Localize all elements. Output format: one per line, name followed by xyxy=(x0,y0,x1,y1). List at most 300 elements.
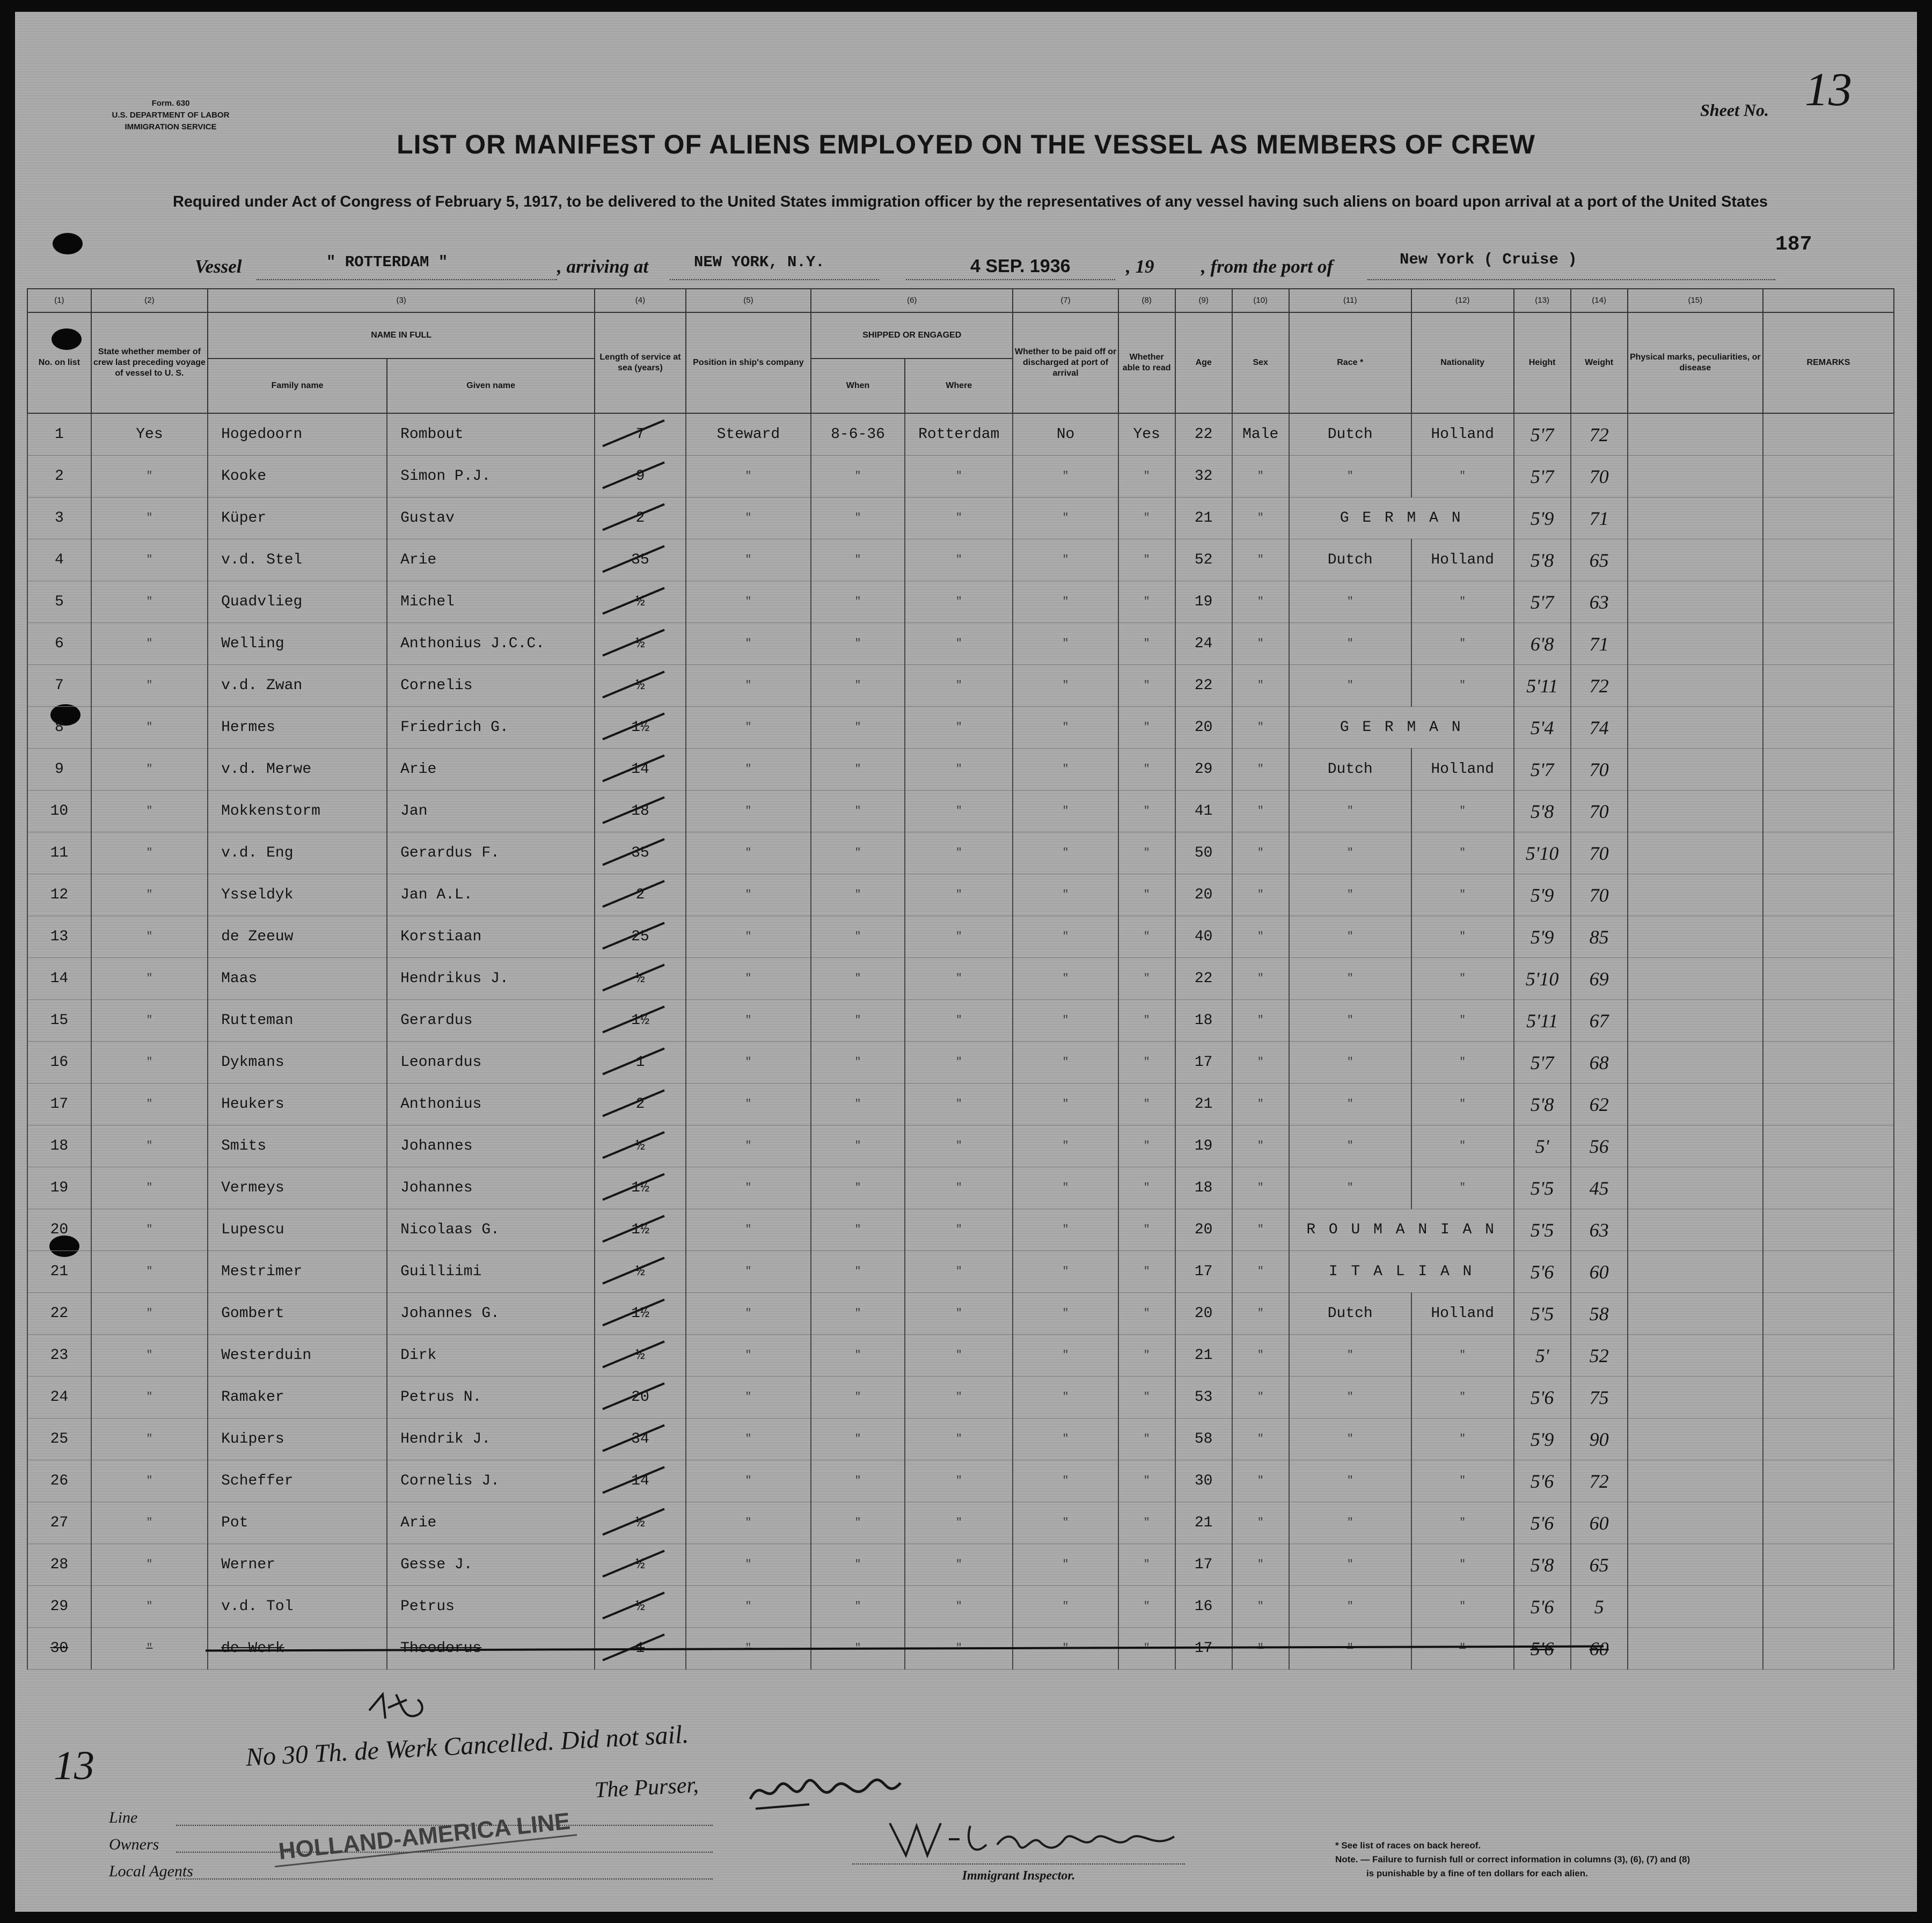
header-height: Height xyxy=(1514,312,1571,413)
cell-row-number: 7 xyxy=(27,665,91,707)
cell-nationality: " xyxy=(1411,916,1514,958)
cell-previous-voyage: " xyxy=(91,1209,208,1251)
cell-engaged-when: " xyxy=(811,1125,905,1167)
cell-age: 29 xyxy=(1175,749,1232,791)
col-number: (7) xyxy=(1013,289,1118,312)
cell-sex: " xyxy=(1232,1209,1289,1251)
cell-length-of-service: 14 xyxy=(595,749,686,791)
cell-paid-off: " xyxy=(1013,1335,1118,1377)
header-physical-marks: Physical marks, peculiarities, or disease xyxy=(1628,312,1763,413)
cell-engaged-where: " xyxy=(905,1167,1013,1209)
cell-length-of-service: 7 xyxy=(595,413,686,456)
cell-race: " xyxy=(1289,456,1411,498)
cell-previous-voyage: " xyxy=(91,1419,208,1460)
cell-able-to-read: Yes xyxy=(1118,413,1175,456)
cell-previous-voyage: " xyxy=(91,749,208,791)
cell-row-number: 25 xyxy=(27,1419,91,1460)
cell-age: 18 xyxy=(1175,1000,1232,1042)
cell-race: " xyxy=(1289,1460,1411,1502)
cell-engaged-when: " xyxy=(811,832,905,874)
cell-previous-voyage: " xyxy=(91,665,208,707)
header-when: When xyxy=(811,359,905,413)
cell-race: R O U M A N I A N xyxy=(1289,1209,1514,1251)
cell-able-to-read: " xyxy=(1118,1293,1175,1335)
cell-age: 50 xyxy=(1175,832,1232,874)
cell-height: 5'8 xyxy=(1514,1544,1571,1586)
cell-previous-voyage: " xyxy=(91,1293,208,1335)
cell-position: " xyxy=(686,498,811,539)
cell-row-number: 4 xyxy=(27,539,91,581)
cell-previous-voyage: " xyxy=(91,623,208,665)
cell-age: 58 xyxy=(1175,1419,1232,1460)
cell-age: 21 xyxy=(1175,498,1232,539)
vessel-label: Vessel xyxy=(195,256,242,277)
tick-mark xyxy=(603,1091,664,1116)
cell-weight: 70 xyxy=(1571,749,1628,791)
cell-engaged-where: " xyxy=(905,1335,1013,1377)
cell-height: 5'5 xyxy=(1514,1293,1571,1335)
cell-weight: 70 xyxy=(1571,874,1628,916)
cell-engaged-where: " xyxy=(905,1251,1013,1293)
col-number: (1) xyxy=(27,289,91,312)
cell-sex: " xyxy=(1232,1042,1289,1084)
cell-able-to-read: " xyxy=(1118,1125,1175,1167)
cell-position: " xyxy=(686,1293,811,1335)
cell-engaged-where: " xyxy=(905,707,1013,749)
cell-position: " xyxy=(686,1377,811,1419)
cell-family-name: Hermes xyxy=(208,707,387,749)
cell-row-number: 2 xyxy=(27,456,91,498)
local-agents-underline xyxy=(176,1878,713,1880)
cell-family-name: Vermeys xyxy=(208,1167,387,1209)
cell-sex: " xyxy=(1232,874,1289,916)
tick-mark xyxy=(603,1300,664,1326)
cell-engaged-when: " xyxy=(811,1502,905,1544)
cell-paid-off: " xyxy=(1013,1419,1118,1460)
cell-engaged-where: " xyxy=(905,1125,1013,1167)
cell-given-name: Petrus xyxy=(387,1586,595,1628)
header-where: Where xyxy=(905,359,1013,413)
cell-family-name: Hogedoorn xyxy=(208,413,387,456)
cell-weight: 62 xyxy=(1571,1084,1628,1125)
header-race: Race * xyxy=(1289,312,1411,413)
cell-engaged-where: " xyxy=(905,791,1013,832)
tick-mark xyxy=(603,504,664,530)
tick-mark xyxy=(603,672,664,698)
cell-given-name: Friedrich G. xyxy=(387,707,595,749)
cell-weight: 63 xyxy=(1571,581,1628,623)
cell-nationality: " xyxy=(1411,832,1514,874)
cell-height: 5'6 xyxy=(1514,1586,1571,1628)
cell-race: " xyxy=(1289,1419,1411,1460)
tick-mark xyxy=(603,1425,664,1451)
tick-mark xyxy=(603,1467,664,1493)
cell-position: " xyxy=(686,1042,811,1084)
cell-sex: " xyxy=(1232,832,1289,874)
cell-able-to-read: " xyxy=(1118,1042,1175,1084)
cell-engaged-where: " xyxy=(905,1293,1013,1335)
cell-height: 5'7 xyxy=(1514,456,1571,498)
cell-weight: 72 xyxy=(1571,665,1628,707)
cell-length-of-service: ½ xyxy=(595,623,686,665)
tick-mark xyxy=(603,1384,664,1409)
initials-mark xyxy=(364,1689,428,1727)
arriving-port: NEW YORK, N.Y. xyxy=(694,253,825,271)
cell-weight: 70 xyxy=(1571,791,1628,832)
cell-weight: 63 xyxy=(1571,1209,1628,1251)
cell-nationality: " xyxy=(1411,1586,1514,1628)
cell-weight: 71 xyxy=(1571,623,1628,665)
col-number: (15) xyxy=(1628,289,1763,312)
cell-weight: 71 xyxy=(1571,498,1628,539)
cell-sex: Male xyxy=(1232,413,1289,456)
cell-age: 20 xyxy=(1175,874,1232,916)
cell-height: 5'4 xyxy=(1514,707,1571,749)
company-stamp: HOLLAND-AMERICA LINE xyxy=(272,1808,577,1868)
cell-height: 5'7 xyxy=(1514,749,1571,791)
header-sex: Sex xyxy=(1232,312,1289,413)
cell-length-of-service: 20 xyxy=(595,1377,686,1419)
cell-row-number: 1 xyxy=(27,413,91,456)
cell-position: " xyxy=(686,1335,811,1377)
cell-nationality: " xyxy=(1411,1419,1514,1460)
cell-height: 5'8 xyxy=(1514,791,1571,832)
cell-length-of-service: ½ xyxy=(595,581,686,623)
tick-mark xyxy=(603,1635,664,1661)
tick-mark xyxy=(603,463,664,488)
tick-mark xyxy=(603,881,664,907)
cell-length-of-service: ½ xyxy=(595,1251,686,1293)
cell-sex: " xyxy=(1232,958,1289,1000)
from-port: New York ( Cruise ) xyxy=(1400,251,1577,268)
cell-age: 41 xyxy=(1175,791,1232,832)
from-port-label: , from the port of xyxy=(1201,256,1333,277)
cell-given-name: Guilliimi xyxy=(387,1251,595,1293)
cell-row-number: 15 xyxy=(27,1000,91,1042)
cell-paid-off: " xyxy=(1013,665,1118,707)
cell-given-name: Michel xyxy=(387,581,595,623)
cell-height: 5'6 xyxy=(1514,1628,1571,1670)
cell-given-name: Dirk xyxy=(387,1335,595,1377)
cell-nationality: " xyxy=(1411,958,1514,1000)
cell-race: " xyxy=(1289,1586,1411,1628)
cell-family-name: Werner xyxy=(208,1544,387,1586)
cell-position: " xyxy=(686,1460,811,1502)
cell-paid-off: " xyxy=(1013,1000,1118,1042)
cell-length-of-service: ½ xyxy=(595,958,686,1000)
cell-family-name: Maas xyxy=(208,958,387,1000)
cell-previous-voyage: " xyxy=(91,916,208,958)
col-number: (8) xyxy=(1118,289,1175,312)
cell-age: 22 xyxy=(1175,665,1232,707)
header-able-to-read: Whether able to read xyxy=(1118,312,1175,413)
cell-family-name: Gombert xyxy=(208,1293,387,1335)
cell-age: 40 xyxy=(1175,916,1232,958)
cell-engaged-when: " xyxy=(811,1084,905,1125)
cell-previous-voyage: " xyxy=(91,958,208,1000)
cell-weight: 85 xyxy=(1571,916,1628,958)
cell-paid-off: " xyxy=(1013,749,1118,791)
cell-position: " xyxy=(686,1209,811,1251)
cell-paid-off: " xyxy=(1013,581,1118,623)
cell-sex: " xyxy=(1232,749,1289,791)
cell-row-number: 17 xyxy=(27,1084,91,1125)
cell-position: " xyxy=(686,665,811,707)
footnote-fine: is punishable by a fine of ten dollars for each alien. xyxy=(1366,1868,1588,1878)
cell-height: 5'9 xyxy=(1514,916,1571,958)
cell-position: " xyxy=(686,1125,811,1167)
cell-engaged-when: " xyxy=(811,623,905,665)
cell-family-name: Smits xyxy=(208,1125,387,1167)
cell-given-name: Johannes xyxy=(387,1125,595,1167)
page-subtitle: Required under Act of Congress of February 5, 1917, to be delivered to the United States immigration officer by the representatives of any vessel having such aliens on board upon arrival at a port of the United States xyxy=(172,193,1768,210)
cell-engaged-when: " xyxy=(811,749,905,791)
cell-engaged-when: " xyxy=(811,456,905,498)
cell-position: " xyxy=(686,874,811,916)
sheet-label: Sheet No. xyxy=(1700,100,1769,120)
cell-previous-voyage: " xyxy=(91,1084,208,1125)
cell-position: " xyxy=(686,707,811,749)
cell-engaged-when: " xyxy=(811,916,905,958)
cell-age: 22 xyxy=(1175,413,1232,456)
cell-engaged-where: " xyxy=(905,1042,1013,1084)
cell-able-to-read: " xyxy=(1118,1084,1175,1125)
cell-nationality: " xyxy=(1411,623,1514,665)
cell-engaged-where: " xyxy=(905,1544,1013,1586)
cell-nationality: " xyxy=(1411,1502,1514,1544)
year-label: , 19 xyxy=(1126,256,1154,277)
header-remarks: REMARKS xyxy=(1763,312,1894,413)
cell-race: " xyxy=(1289,1084,1411,1125)
cell-position: " xyxy=(686,623,811,665)
cell-age: 20 xyxy=(1175,707,1232,749)
service-name: IMMIGRATION SERVICE xyxy=(125,122,217,131)
cell-able-to-read: " xyxy=(1118,665,1175,707)
cell-given-name: Hendrik J. xyxy=(387,1419,595,1460)
cell-engaged-where: " xyxy=(905,1000,1013,1042)
cell-previous-voyage: " xyxy=(91,874,208,916)
cell-height: 5'9 xyxy=(1514,874,1571,916)
cell-engaged-when: " xyxy=(811,1042,905,1084)
col-number: (2) xyxy=(91,289,208,312)
header-given-name: Given name xyxy=(387,359,595,413)
footnote-note: Note. — Failure to furnish full or correct information in columns (3), (6), (7) and (8) xyxy=(1335,1854,1690,1864)
cell-engaged-when: " xyxy=(811,707,905,749)
cell-row-number: 9 xyxy=(27,749,91,791)
cell-row-number: 20 xyxy=(27,1209,91,1251)
cell-race: " xyxy=(1289,916,1411,958)
cell-position: " xyxy=(686,1251,811,1293)
cell-weight: 56 xyxy=(1571,1125,1628,1167)
col-number: (10) xyxy=(1232,289,1289,312)
cell-sex: " xyxy=(1232,1125,1289,1167)
cell-engaged-where: " xyxy=(905,832,1013,874)
cell-row-number: 6 xyxy=(27,623,91,665)
cell-engaged-where: " xyxy=(905,1377,1013,1419)
cell-age: 30 xyxy=(1175,1460,1232,1502)
cell-sex: " xyxy=(1232,1460,1289,1502)
tick-mark xyxy=(603,1342,664,1368)
cell-height: 5'11 xyxy=(1514,1000,1571,1042)
cell-age: 17 xyxy=(1175,1042,1232,1084)
cell-given-name: Rombout xyxy=(387,413,595,456)
cell-age: 24 xyxy=(1175,623,1232,665)
cell-age: 18 xyxy=(1175,1167,1232,1209)
cell-height: 5'8 xyxy=(1514,1084,1571,1125)
cell-age: 16 xyxy=(1175,1586,1232,1628)
tick-mark xyxy=(603,630,664,656)
cell-previous-voyage: " xyxy=(91,1335,208,1377)
cell-length-of-service: 1½ xyxy=(595,707,686,749)
header-family-name: Family name xyxy=(208,359,387,413)
header-no-on-list: No. on list xyxy=(27,312,91,413)
cell-race: " xyxy=(1289,1125,1411,1167)
cell-paid-off: " xyxy=(1013,623,1118,665)
cell-previous-voyage: " xyxy=(91,1125,208,1167)
cell-family-name: Westerduin xyxy=(208,1335,387,1377)
cell-nationality: " xyxy=(1411,665,1514,707)
cell-nationality: " xyxy=(1411,1544,1514,1586)
cell-weight: 67 xyxy=(1571,1000,1628,1042)
cell-previous-voyage: " xyxy=(91,1586,208,1628)
tick-mark xyxy=(603,1258,664,1284)
cell-weight: 70 xyxy=(1571,832,1628,874)
cell-given-name: Korstiaan xyxy=(387,916,595,958)
cell-family-name: v.d. Eng xyxy=(208,832,387,874)
cell-family-name: Dykmans xyxy=(208,1042,387,1084)
cell-height: 5'9 xyxy=(1514,498,1571,539)
cell-weight: 65 xyxy=(1571,539,1628,581)
tick-mark xyxy=(603,1551,664,1577)
cell-engaged-where: " xyxy=(905,1460,1013,1502)
cell-engaged-where: " xyxy=(905,623,1013,665)
cell-weight: 60 xyxy=(1571,1502,1628,1544)
cell-family-name: Ysseldyk xyxy=(208,874,387,916)
cell-row-number: 30 xyxy=(27,1628,91,1670)
cell-given-name: Arie xyxy=(387,749,595,791)
cell-engaged-when: " xyxy=(811,1419,905,1460)
cell-sex: " xyxy=(1232,539,1289,581)
header-length-of-service: Length of service at sea (years) xyxy=(595,312,686,413)
tick-mark xyxy=(603,1174,664,1200)
cell-given-name: Simon P.J. xyxy=(387,456,595,498)
cell-engaged-when: " xyxy=(811,1209,905,1251)
header-age: Age xyxy=(1175,312,1232,413)
cell-able-to-read: " xyxy=(1118,1251,1175,1293)
cell-length-of-service: 2 xyxy=(595,498,686,539)
cell-sex: " xyxy=(1232,581,1289,623)
cell-paid-off: " xyxy=(1013,1042,1118,1084)
cell-given-name: Arie xyxy=(387,539,595,581)
cell-sex: " xyxy=(1232,665,1289,707)
cell-engaged-when: " xyxy=(811,1293,905,1335)
cell-race: " xyxy=(1289,1502,1411,1544)
cell-paid-off: " xyxy=(1013,874,1118,916)
cell-sex: " xyxy=(1232,1293,1289,1335)
cell-paid-off: " xyxy=(1013,498,1118,539)
cell-length-of-service: 35 xyxy=(595,539,686,581)
cell-length-of-service: 34 xyxy=(595,1419,686,1460)
cell-paid-off: " xyxy=(1013,707,1118,749)
cell-family-name: v.d. Stel xyxy=(208,539,387,581)
cell-position: " xyxy=(686,958,811,1000)
cell-sex: " xyxy=(1232,1628,1289,1670)
col-number: (4) xyxy=(595,289,686,312)
cell-nationality: " xyxy=(1411,1335,1514,1377)
header-paid-off: Whether to be paid off or discharged at port of arrival xyxy=(1013,312,1118,413)
cell-paid-off: " xyxy=(1013,958,1118,1000)
cell-height: 5'6 xyxy=(1514,1460,1571,1502)
cell-length-of-service: 18 xyxy=(595,791,686,832)
cell-height: 5'9 xyxy=(1514,1419,1571,1460)
tick-mark xyxy=(603,714,664,740)
cell-race: " xyxy=(1289,1628,1411,1670)
cell-nationality: Holland xyxy=(1411,1293,1514,1335)
cell-paid-off: No xyxy=(1013,413,1118,456)
cell-age: 21 xyxy=(1175,1335,1232,1377)
cell-height: 5'6 xyxy=(1514,1251,1571,1293)
cell-sex: " xyxy=(1232,1586,1289,1628)
cell-length-of-service: 14 xyxy=(595,1460,686,1502)
cell-row-number: 12 xyxy=(27,874,91,916)
cell-able-to-read: " xyxy=(1118,498,1175,539)
cell-sex: " xyxy=(1232,1000,1289,1042)
cell-able-to-read: " xyxy=(1118,749,1175,791)
cell-given-name: Gerardus F. xyxy=(387,832,595,874)
cell-position: " xyxy=(686,1544,811,1586)
vessel-name: " ROTTERDAM " xyxy=(326,253,448,271)
cell-family-name: Heukers xyxy=(208,1084,387,1125)
cell-given-name: Jan A.L. xyxy=(387,874,595,916)
header-position: Position in ship's company xyxy=(686,312,811,413)
cell-age: 20 xyxy=(1175,1209,1232,1251)
header-weight: Weight xyxy=(1571,312,1628,413)
cell-length-of-service: 35 xyxy=(595,832,686,874)
cell-paid-off: " xyxy=(1013,1502,1118,1544)
header-previous-voyage: State whether member of crew last preceding voyage of vessel to U. S. xyxy=(91,312,208,413)
cell-engaged-where: " xyxy=(905,874,1013,916)
cell-race: " xyxy=(1289,958,1411,1000)
cell-height: 5' xyxy=(1514,1125,1571,1167)
cell-row-number: 16 xyxy=(27,1042,91,1084)
col-number: (13) xyxy=(1514,289,1571,312)
cell-engaged-when: " xyxy=(811,665,905,707)
tick-mark xyxy=(603,546,664,572)
cell-able-to-read: " xyxy=(1118,623,1175,665)
cell-sex: " xyxy=(1232,707,1289,749)
tick-mark xyxy=(603,588,664,614)
cell-height: 5'7 xyxy=(1514,581,1571,623)
department-name: U.S. DEPARTMENT OF LABOR xyxy=(112,111,230,120)
cell-position: " xyxy=(686,1502,811,1544)
owners-label: Owners xyxy=(109,1836,159,1853)
cell-given-name: Petrus N. xyxy=(387,1377,595,1419)
cell-previous-voyage: " xyxy=(91,707,208,749)
cell-engaged-when: " xyxy=(811,1586,905,1628)
cell-previous-voyage: " xyxy=(91,1628,208,1670)
cell-row-number: 22 xyxy=(27,1293,91,1335)
cell-sex: " xyxy=(1232,916,1289,958)
cell-length-of-service: 1 xyxy=(595,1042,686,1084)
cell-able-to-read: " xyxy=(1118,539,1175,581)
cell-engaged-where: " xyxy=(905,498,1013,539)
cell-able-to-read: " xyxy=(1118,1335,1175,1377)
cell-row-number: 21 xyxy=(27,1251,91,1293)
cell-engaged-where: " xyxy=(905,581,1013,623)
cell-sex: " xyxy=(1232,1084,1289,1125)
cell-given-name: Gesse J. xyxy=(387,1544,595,1586)
cell-nationality: " xyxy=(1411,456,1514,498)
